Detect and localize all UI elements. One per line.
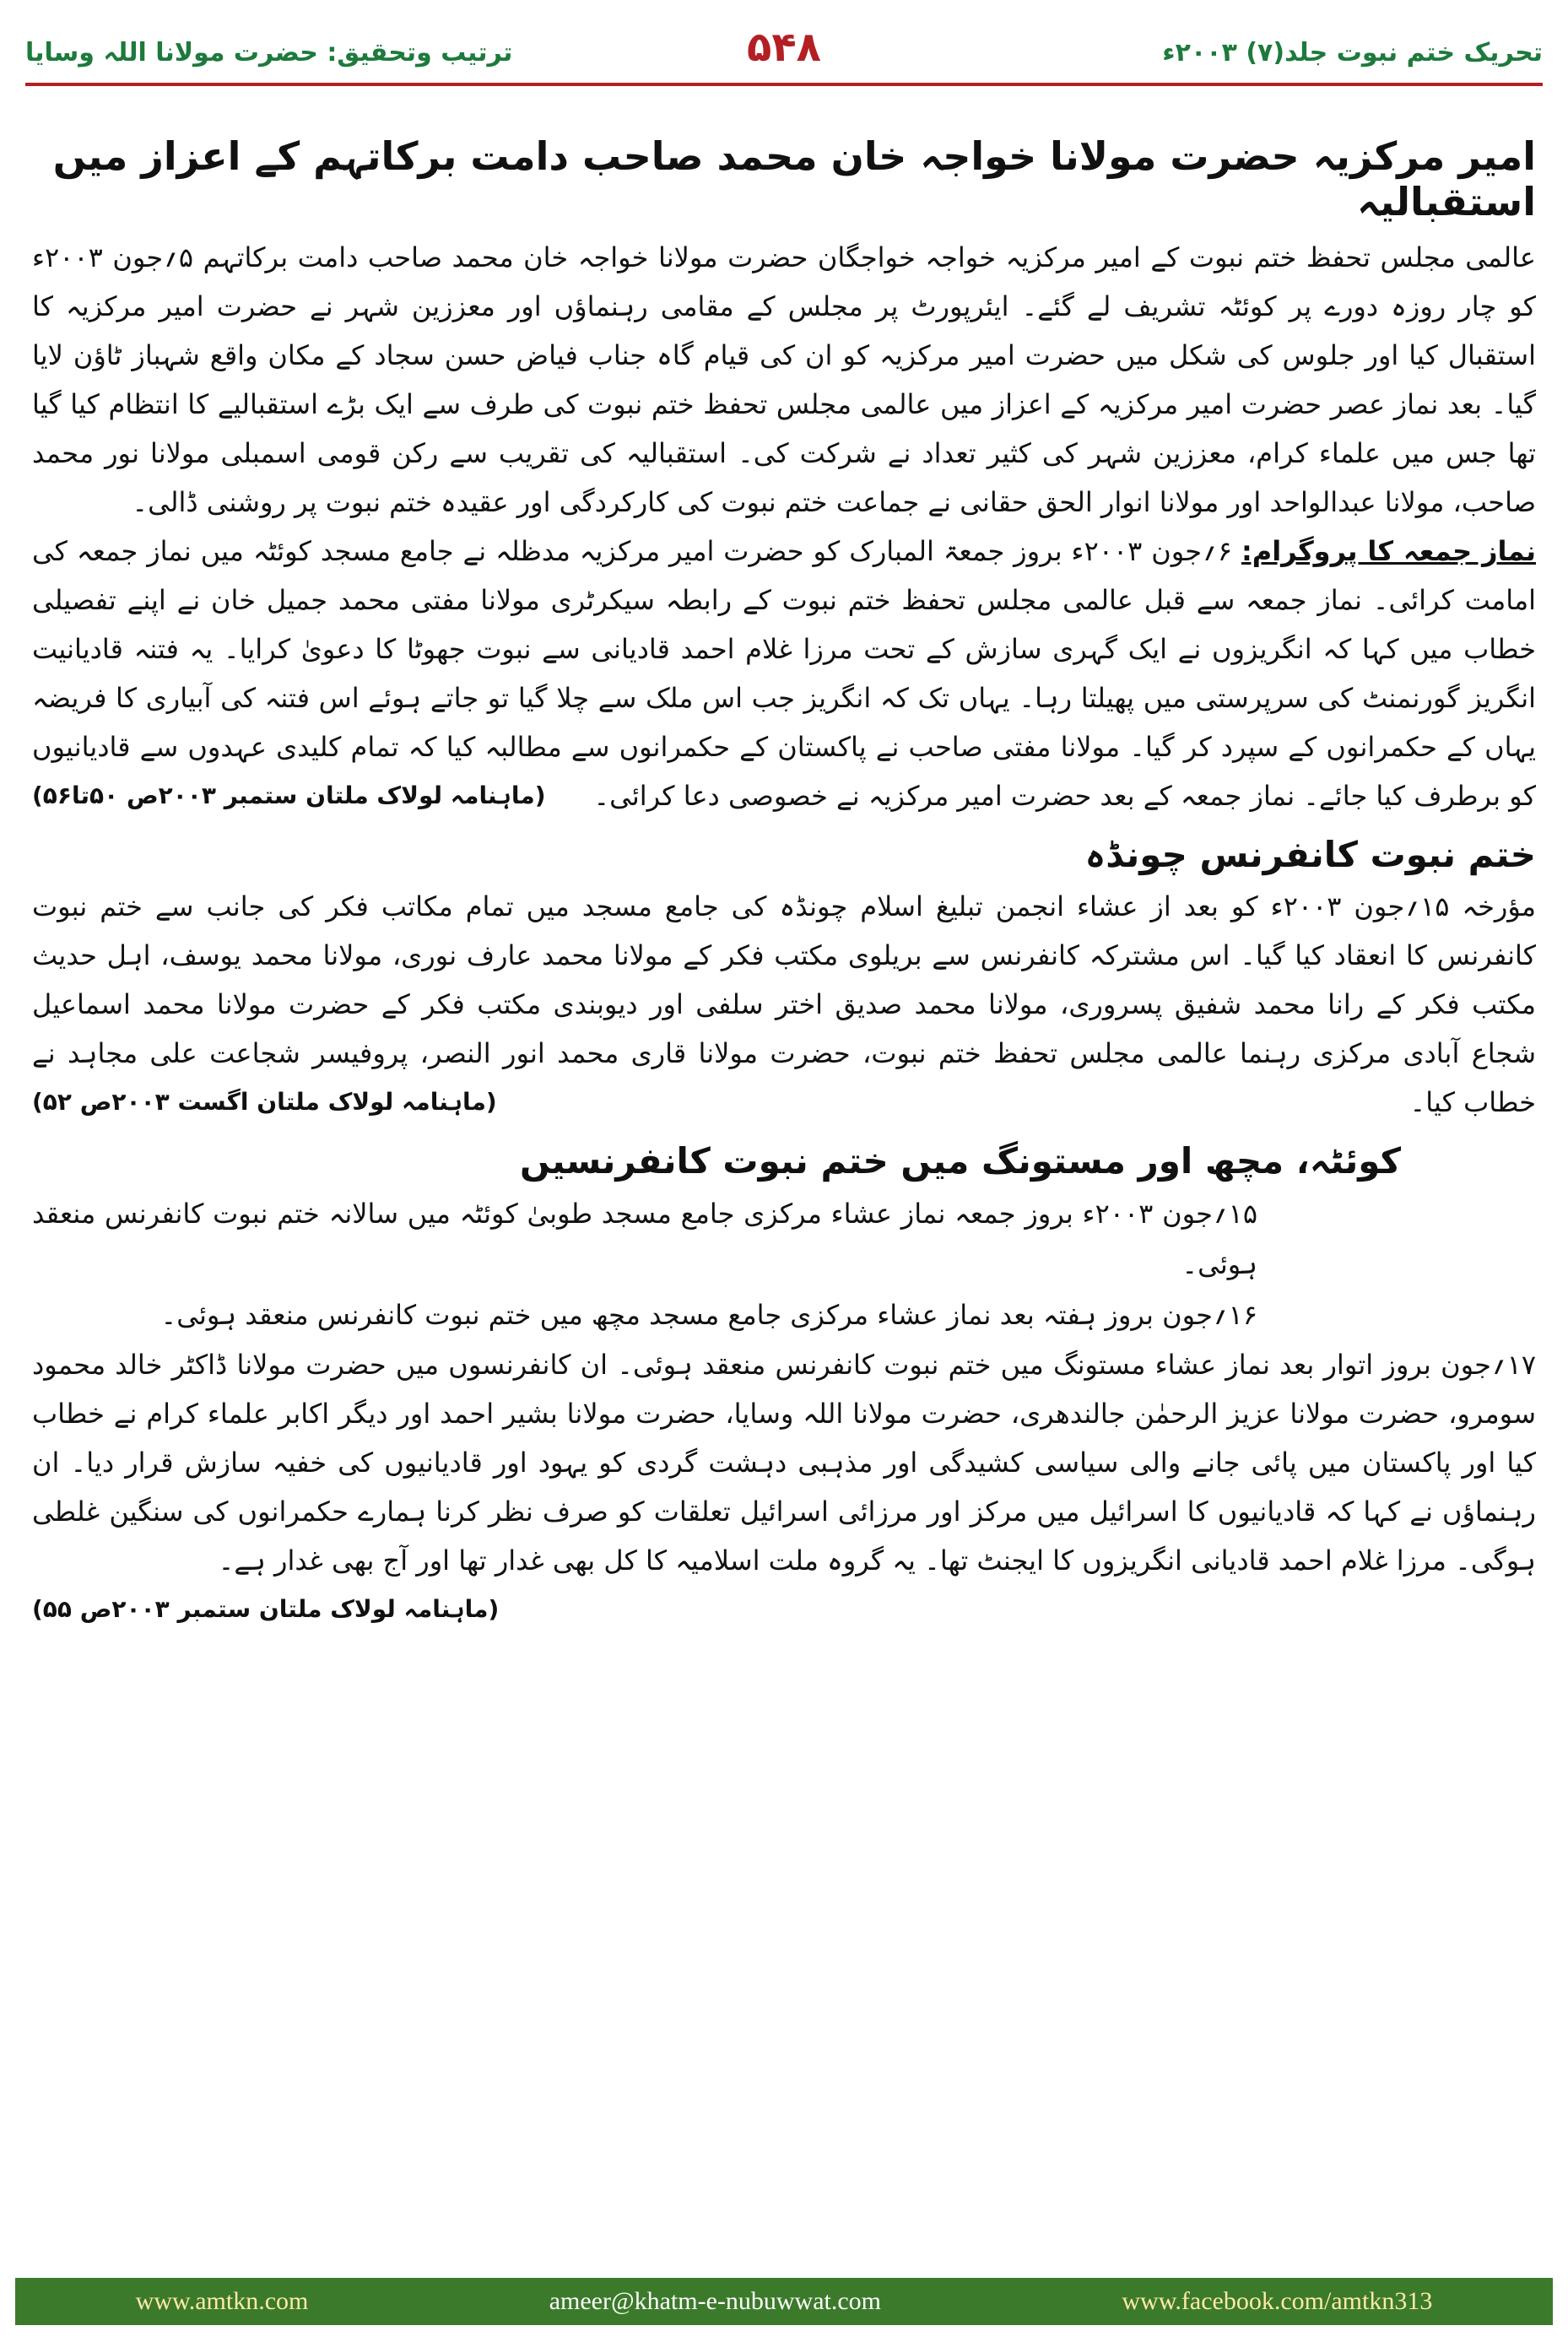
quetta-line-2: ۱۶؍جون بروز ہفتہ بعد نماز عشاء مرکزی جامع مسجد مچھ میں ختم نبوت کانفرنس منعقد ہوئی۔	[160, 1299, 1257, 1331]
website-link[interactable]: www.amtkn.com	[135, 2287, 309, 2315]
paragraph-chawinda	[32, 882, 1536, 1127]
section-title-reception: امیر مرکزیہ حضرت مولانا خواجہ خان محمد صاحب دامت برکاتہم کے اعزاز میں استقبالیہ	[52, 133, 1536, 224]
citation-friday: (ماہنامہ لولاک ملتان ستمبر ۲۰۰۳ص ۵۰تا۵۶)	[32, 782, 546, 809]
paragraph-mastung	[32, 1340, 1536, 1623]
page-number: ۵۴۸	[747, 24, 821, 71]
facebook-link[interactable]: www.facebook.com/amtkn313	[1122, 2287, 1433, 2315]
compiler-credit: ترتیب وتحقیق: حضرت مولانا اللہ وسایا	[25, 37, 513, 68]
section-title-quetta: کوئٹہ، مچھ اور مستونگ میں ختم نبوت کانفرنسیں	[519, 1140, 1401, 1182]
citation-mastung: (ماہنامہ لولاک ملتان ستمبر ۲۰۰۳ص ۵۵)	[32, 1595, 500, 1623]
paragraph-reception: عالمی مجلس تحفظ ختم نبوت کے امیر مرکزیہ خواجہ خواجگان حضرت مولانا خواجہ خان محمد صاحب دامت برکاتہم ۵؍جون ۲۰۰۳ء کو چار روزہ دورے پر کوئٹہ تشریف لے گئے۔ ایئرپورٹ پر مجلس کے مقامی رہنماؤں اور معززین شہر نے حضرت امیر مرکزیہ کا استقبال کیا اور جلوس کی شکل میں حضرت امیر مرکزیہ کو ان کی قیام گاہ جناب فیاض حسن سجاد کے مکان واقع شہباز ٹاؤن لایا گیا۔ بعد نماز عصر حضرت امیر مرکزیہ کے اعزاز میں عالمی مجلس تحفظ ختم نبوت کی طرف سے ایک بڑے استقبالیے کا انتظام کیا گیا تھا جس میں علماء کرام، معززین شہر کی کثیر تعداد نے شرکت کی۔ استقبالیہ کی تقریب سے رکن قومی اسمبلی مولانا نور محمد صاحب، مولانا عبدالواحد اور مولانا انوار الحق حقانی نے جماعت ختم نبوت کی کارکردگی اور عقیدہ ختم نبوت پر روشنی ڈالی۔	[32, 241, 1537, 518]
paragraph-friday-program	[32, 527, 1536, 820]
email-link[interactable]: ameer@khatm-e-nubuwwat.com	[549, 2287, 882, 2315]
page-footer	[15, 2278, 1553, 2325]
citation-chawinda: (ماہنامہ لولاک ملتان اگست ۲۰۰۳ص ۵۲)	[32, 1088, 497, 1116]
page-content	[32, 118, 1536, 2207]
friday-program-text: ۶؍جون ۲۰۰۳ء بروز جمعۃ المبارک کو حضرت امیر مرکزیہ مدظلہ نے جامع مسجد کوئٹہ میں نماز جمعہ کی امامت کرائی۔ نماز جمعہ سے قبل عالمی مجلس تحفظ ختم نبوت کے رابطہ سیکرٹری مولانا مفتی محمد جمیل خان نے اپنے تفصیلی خطاب میں کہا کہ انگریزوں نے ایک گہری سازش کے تحت مرزا غلام احمد قادیانی سے نبوت جھوٹا کا دعویٰ کرایا۔ یہ فتنہ قادیانیت انگریز گورنمنٹ کی سرپرستی میں پھیلتا رہا۔ یہاں تک کہ انگریز جب اس ملک سے چلا گیا تو جاتے ہوئے اس فتنہ کی آبیاری کا فریضہ یہاں کے حکمرانوں کے سپرد کر گیا۔ مولانا مفتی صاحب نے پاکستان کے حکمرانوں سے مطالبہ کیا کہ تمام کلیدی عہدوں سے قادیانیوں کو برطرف کیا جائے۔ نماز جمعہ کے بعد حضرت امیر مرکزیہ نے خصوصی دعا کرائی۔	[32, 535, 1537, 812]
mastung-text: ۱۷؍جون بروز اتوار بعد نماز عشاء مستونگ میں ختم نبوت کانفرنس منعقد ہوئی۔ ان کانفرنسوں میں حضرت مولانا ڈاکٹر خالد محمود سومرو، حضرت مولانا عزیز الرحمٰن جالندھری، حضرت مولانا اللہ وسایا، حضرت مولانا بشیر احمد اور دیگر اکابر علماء کرام نے خطاب کیا اور پاکستان میں پائی جانے والی سیاسی کشیدگی اور مذہبی دہشت گردی کو یہود اور قادیانیوں کی خفیہ سازش قرار دیا۔ ان رہنماؤں نے کہا کہ قادیانیوں کا اسرائیل میں مرکز اور مرزائی اسرائیل تعلقات کو صرف نظر کرنا ہمارے حکمرانوں کی سنگین غلطی ہوگی۔ مرزا غلام احمد قادیانی انگریزوں کا ایجنٹ تھا۔ یہ گروہ ملت اسلامیہ کا کل بھی غدار تھا اور آج بھی غدار ہے۔	[32, 1349, 1536, 1577]
chawinda-text: مؤرخہ ۱۵؍جون ۲۰۰۳ء کو بعد از عشاء انجمن تبلیغ اسلام چونڈہ کی جامع مسجد میں تمام مکاتب فکر کی جانب سے ختم نبوت کانفرنس کا انعقاد کیا گیا۔ اس مشترکہ کانفرنس سے بریلوی مکتب فکر کے مولانا محمد عارف نوری، مولانا محمد یوسف، اہل حدیث مکتب فکر کے رانا محمد شفیق پسروری، مولانا محمد صدیق اختر سلفی اور دیوبندی مکتب فکر کے حضرت مولانا محمد اسماعیل شجاع آبادی مرکزی رہنما عالمی مجلس تحفظ ختم نبوت، حضرت مولانا قاری محمد انور النصر، پروفیسر شجاعت علی مجاہد نے خطاب کیا۔	[32, 890, 1537, 1118]
quetta-line-1: ۱۵؍جون ۲۰۰۳ء بروز جمعہ نماز عشاء مرکزی جامع مسجد طوبیٰ کوئٹہ میں سالانہ ختم نبوت کانفرنس منعقد ہوئی۔	[32, 1198, 1258, 1280]
section-title-chawinda: ختم نبوت کانفرنس چونڈہ	[1084, 834, 1536, 875]
book-title: تحریک ختم نبوت جلد(۷) ۲۰۰۳ء	[1162, 37, 1543, 68]
page-header	[25, 22, 1543, 86]
friday-program-label: نماز جمعہ کا پروگرام:	[1241, 535, 1537, 567]
